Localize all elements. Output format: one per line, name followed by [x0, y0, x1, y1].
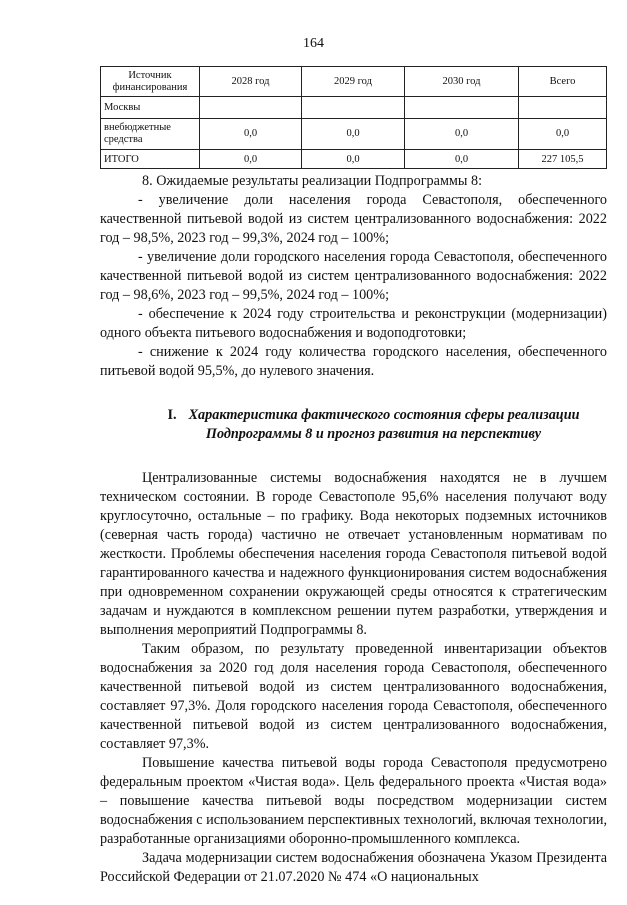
table-row-total: [101, 150, 607, 169]
table-cell: внебюджетные средства: [101, 119, 200, 150]
table-header-cell: 2028 год: [200, 67, 302, 97]
paragraph: Централизованные системы водоснабжения находятся не в лучшем техническом состоянии. В городе Севастополе 95,6% населения получают воду круглосуточно, остальные – по графику. Вода некоторых подземных источников (северная часть города) частично не отвечает установленным нормативам по жесткости. Проблемы обеспечения населения города Севастополя питьевой водой гарантированного качества и надежного функционирования систем водоснабжения при одновременном сохранении окружающей среды относятся к стратегическим задачам и нуждаются в комплексном решении путем разработки, утверждения и выполнения мероприятий Подпрограммы 8.: [100, 470, 607, 638]
table-cell: 0,0: [302, 119, 405, 150]
table-header-cell: 2030 год: [405, 67, 519, 97]
table-header-cell: Всего: [519, 67, 607, 97]
result-item: - увеличение доли населения города Севастополя, обеспеченного качественной питьевой водой из систем централизованного водоснабжения: 2022 год – 98,5%, 2023 год – 99,3%, 2024 год – 100%;: [100, 192, 607, 246]
financing-table: [100, 66, 607, 169]
results-heading: 8. Ожидаемые результаты реализации Подпрограммы 8:: [142, 173, 483, 189]
table-cell: [405, 97, 519, 119]
table-cell: [519, 97, 607, 119]
document-body: [100, 172, 607, 887]
result-item: - обеспечение к 2024 году строительства и реконструкции (модернизации) одного объекта питьевого водоснабжения и водоподготовки;: [100, 306, 607, 341]
table-row: [101, 97, 607, 119]
paragraph: Повышение качества питьевой воды города Севастополя предусмотрено федеральным проектом «Чистая вода». Цель федерального проекта «Чистая вода» – повышение качества питьевой воды посредством модернизации систем водоснабжения с использованием перспективных технологий, включая технологии, разработанные организациями оборонно-промышленного комплекса.: [100, 755, 607, 847]
page-number: 164: [303, 36, 324, 51]
table-cell: [200, 97, 302, 119]
table-cell: 0,0: [519, 119, 607, 150]
table-cell: ИТОГО: [101, 150, 200, 169]
section-number: I.: [167, 407, 177, 423]
result-item: - увеличение доли городского населения города Севастополя, обеспеченного качественной питьевой водой из систем централизованного водоснабжения: 2022 год – 98,6%, 2023 год – 99,5%, 2024 год – 100%;: [100, 249, 607, 303]
section-title: Характеристика фактического состояния сферы реализации Подпрограммы 8 и прогноз развития на перспективу: [188, 407, 580, 442]
table-cell: 0,0: [405, 119, 519, 150]
table-row: [101, 119, 607, 150]
table-cell: 0,0: [405, 150, 519, 169]
table-cell: 0,0: [200, 150, 302, 169]
table-header-row: [101, 67, 607, 97]
table-cell: 227 105,5: [519, 150, 607, 169]
result-item: - снижение к 2024 году количества городского населения, обеспеченного питьевой водой 95,5%, до нулевого значения.: [100, 344, 607, 379]
table-header-cell: Источник финансирования: [101, 67, 200, 97]
table-header-cell: 2029 год: [302, 67, 405, 97]
table-cell: 0,0: [302, 150, 405, 169]
table-cell: Москвы: [101, 97, 200, 119]
table-cell: 0,0: [200, 119, 302, 150]
table-cell: [302, 97, 405, 119]
paragraph: Задача модернизации систем водоснабжения обозначена Указом Президента Российской Федерации от 21.07.2020 № 474 «О национальных: [100, 850, 607, 885]
paragraph: Таким образом, по результату проведенной инвентаризации объектов водоснабжения за 2020 год доля населения города Севастополя, обеспеченного качественной питьевой водой из систем централизованного водоснабжения, составляет 97,3%. Доля городского населения города Севастополя, обеспеченного качественной питьевой водой из систем централизованного водоснабжения, составляет 97,3%.: [100, 641, 607, 752]
section-heading: [100, 406, 607, 444]
